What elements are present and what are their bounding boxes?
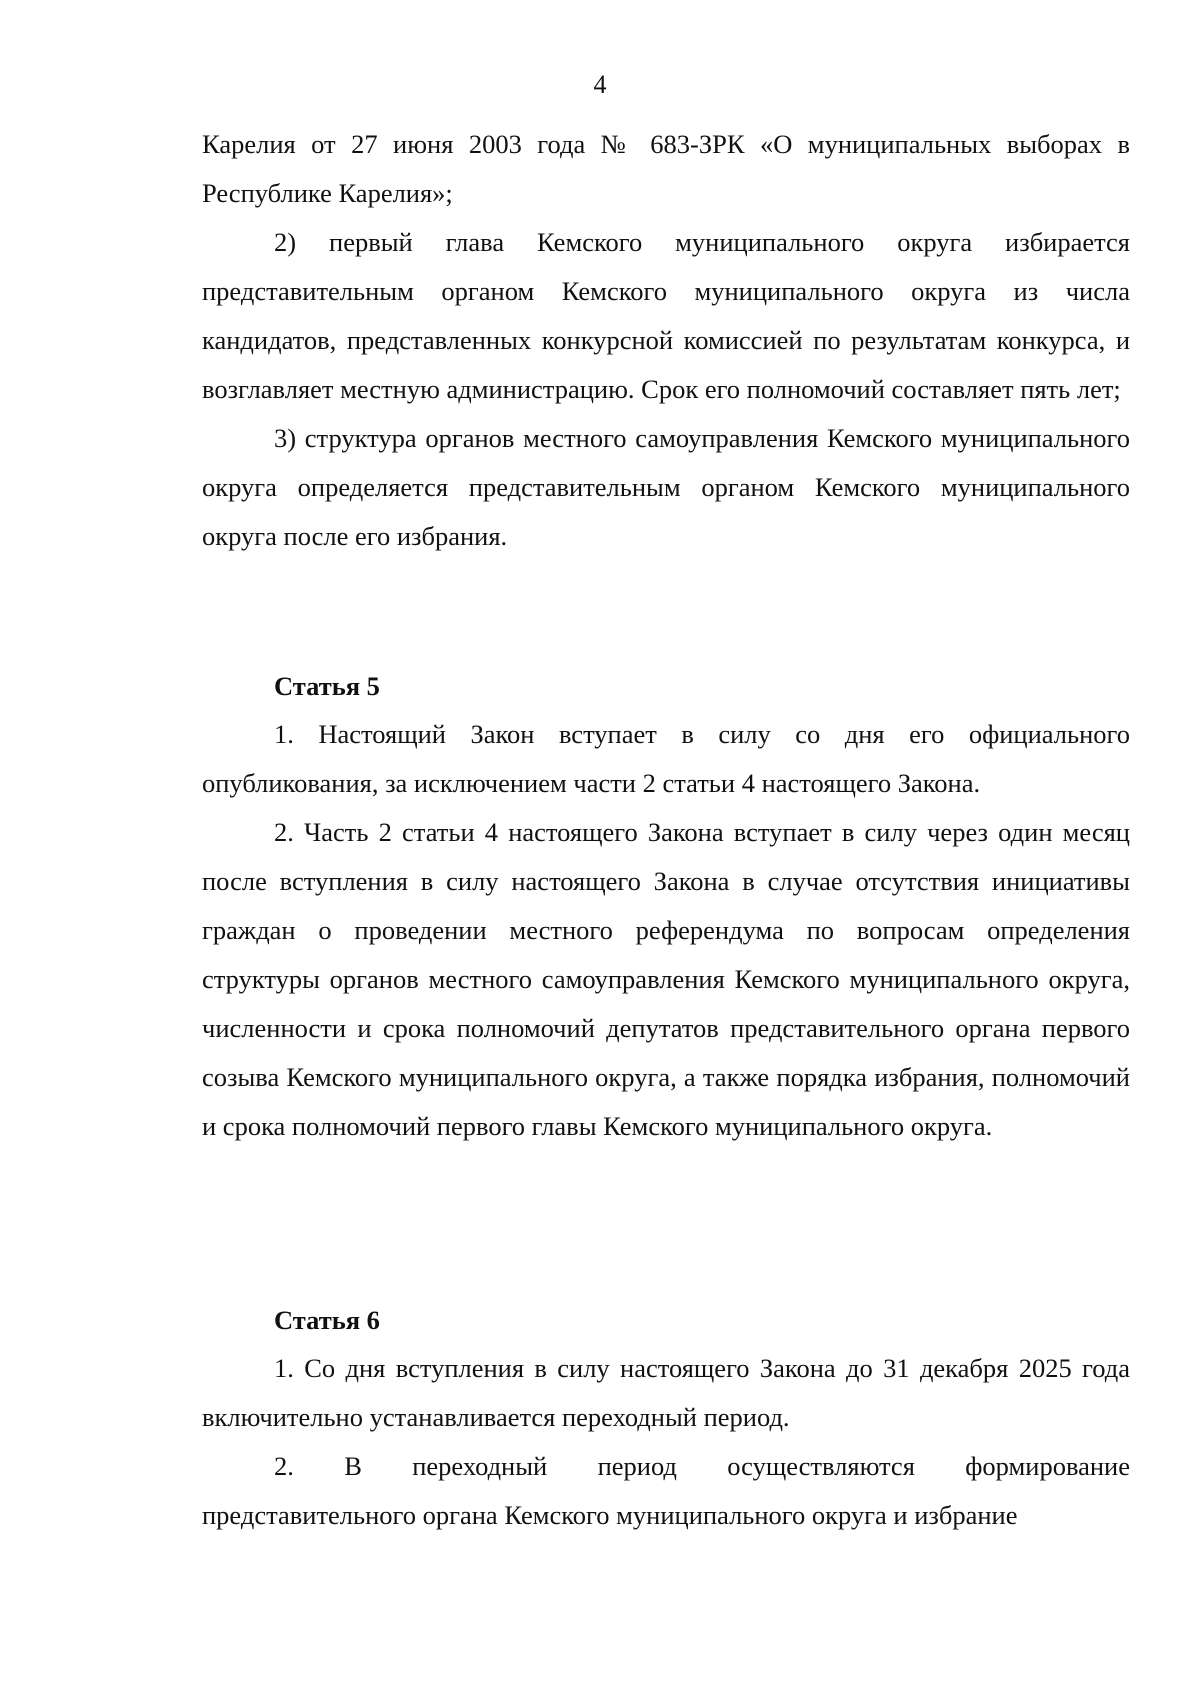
article-5-paragraph-2: 2. Часть 2 статьи 4 настоящего Закона вступает в силу через один месяц после вступления в силу настоящего Закона в случае отсутствия инициативы граждан о проведении местного референдума по вопросам определения структуры органов местного самоуправления Кемского муниципального округа, численности и срока полномочий депутатов представительного органа первого созыва Кемского муниципального округа, а также порядка избрания, полномочий и срока полномочий первого главы Кемского муниципального округа. [202, 817, 1130, 1141]
article-6-paragraph-1: 1. Со дня вступления в силу настоящего Закона до 31 декабря 2025 года включительно устанавливается переходный период. [202, 1353, 1130, 1432]
paragraph-item-3: 3) структура органов местного самоуправления Кемского муниципального округа определяется представительным органом Кемского муниципального округа после его избрания. [202, 423, 1130, 551]
article-6-heading: Статья 6 [274, 1305, 380, 1335]
paragraph-continuation: Карелия от 27 июня 2003 года № 683-ЗРК «О муниципальных выборах в Республике Карелия»; [202, 129, 1130, 208]
article-6-body [202, 1344, 1130, 1540]
article-6-paragraph-2: 2. В переходный период осуществляются формирование представительного органа Кемского муниципального округа и избрание [202, 1451, 1130, 1530]
page-number: 4 [593, 70, 607, 99]
article-5-body [202, 710, 1130, 1151]
article-5-heading: Статья 5 [274, 671, 380, 701]
article-5-paragraph-1: 1. Настоящий Закон вступает в силу со дня его официального опубликования, за исключением части 2 статьи 4 настоящего Закона. [202, 719, 1130, 798]
article4-continuation [202, 120, 1130, 561]
paragraph-item-2: 2) первый глава Кемского муниципального округа избирается представительным органом Кемского муниципального округа из числа кандидатов, представленных конкурсной комиссией по результатам конкурса, и возглавляет местную администрацию. Срок его полномочий составляет пять лет; [202, 227, 1130, 404]
